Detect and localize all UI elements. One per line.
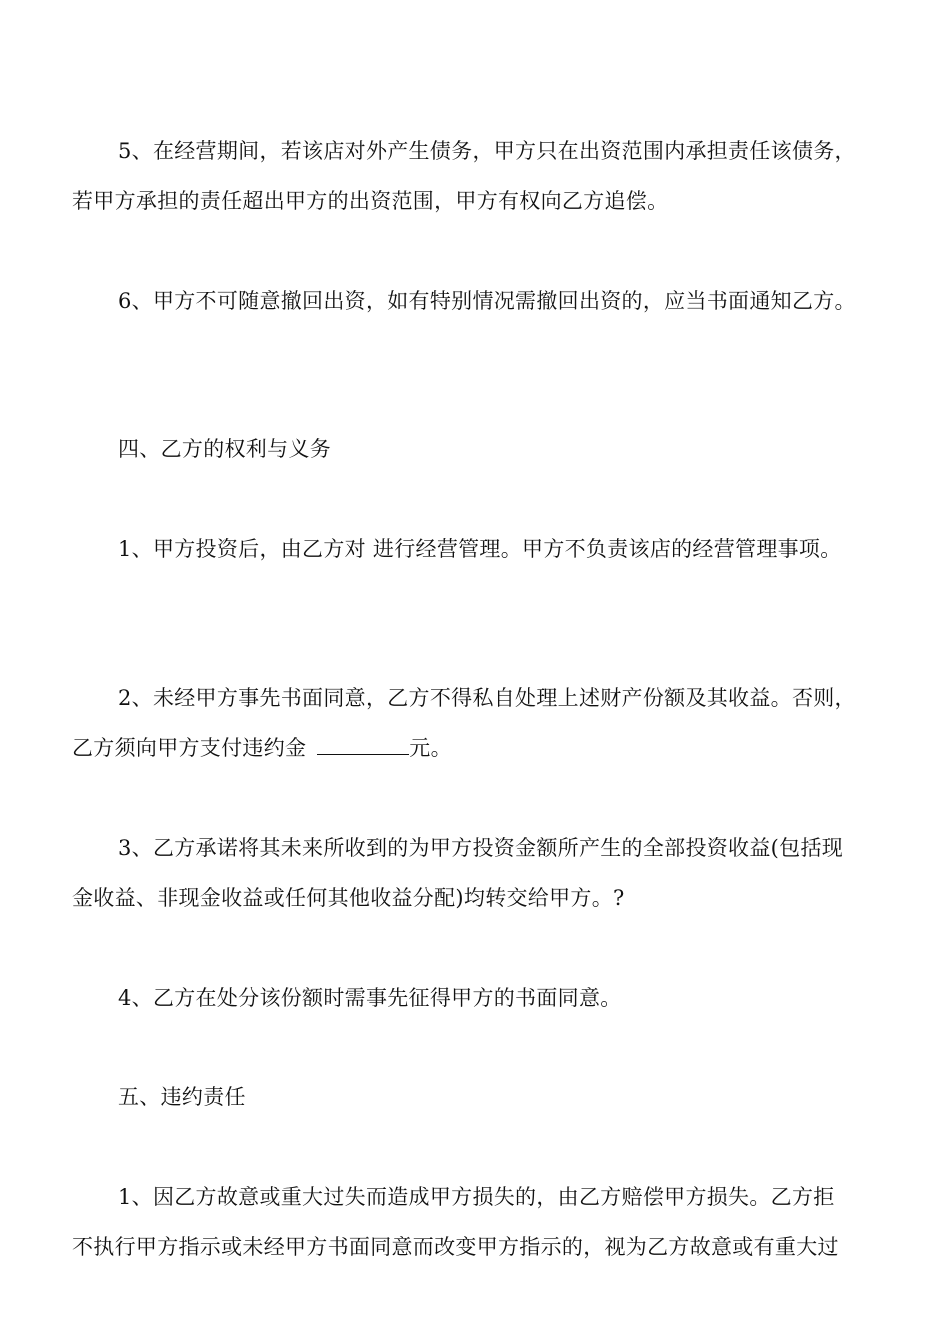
section-4-clause-1-line-1: 1、甲方投资后，由乙方对 进行经营管理。甲方不负责该店的经营管理事项。	[118, 537, 842, 561]
section-4-clause-3-line-1: 3、乙方承诺将其未来所收到的为甲方投资金额所产生的全部投资收益(包括现	[118, 836, 844, 860]
section-4-clause-4-line-1: 4、乙方在处分该份额时需事先征得甲方的书面同意。	[118, 986, 622, 1010]
section-5-clause-1-line-1: 1、因乙方故意或重大过失而造成甲方损失的，由乙方赔偿甲方损失。乙方拒	[118, 1185, 835, 1209]
section-4-clause-2-line-2	[72, 733, 452, 763]
penalty-text-suffix: 元。	[409, 736, 452, 760]
penalty-text-prefix: 乙方须向甲方支付违约金	[72, 736, 314, 760]
section-5-clause-1-line-2: 不执行甲方指示或未经甲方书面同意而改变甲方指示的，视为乙方故意或有重大过	[72, 1235, 839, 1259]
section-5-heading: 五、违约责任	[118, 1085, 246, 1109]
penalty-amount-blank	[317, 736, 409, 755]
clause-5-line-2: 若甲方承担的责任超出甲方的出资范围，甲方有权向乙方追偿。	[72, 189, 669, 213]
clause-6-line-1: 6、甲方不可随意撤回出资，如有特别情况需撤回出资的，应当书面通知乙方。	[118, 289, 856, 313]
clause-5-line-1: 5、在经营期间，若该店对外产生债务，甲方只在出资范围内承担责任该债务，	[118, 139, 856, 163]
section-4-clause-3-line-2: 金收益、非现金收益或任何其他收益分配)均转交给甲方。?	[72, 886, 625, 910]
section-4-heading: 四、乙方的权利与义务	[118, 437, 331, 461]
section-4-clause-2-line-1: 2、未经甲方事先书面同意，乙方不得私自处理上述财产份额及其收益。否则，	[118, 686, 856, 710]
